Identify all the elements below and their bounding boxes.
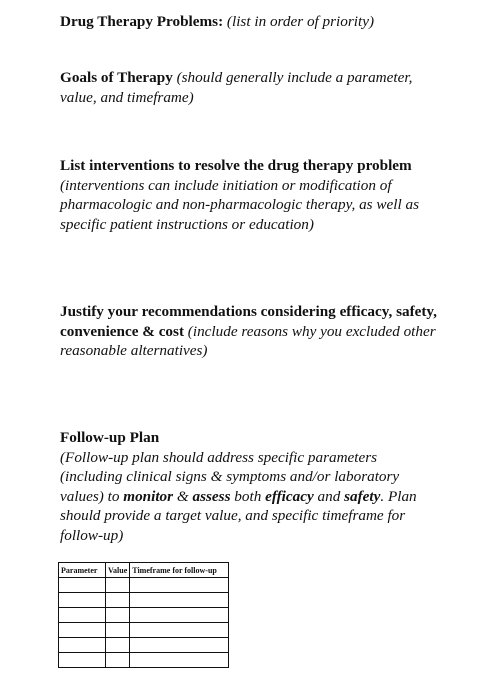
amp-text: & bbox=[173, 487, 193, 505]
goals-heading: Goals of Therapy bbox=[60, 69, 173, 86]
and-text: and bbox=[313, 487, 345, 505]
interventions-note: (interventions can include initiation or modification of pharmacologic and non-pharmacologic therapy, as well as specific patient instructions or education) bbox=[60, 176, 419, 233]
table-row bbox=[59, 608, 229, 623]
problems-heading: Drug Therapy Problems: bbox=[60, 13, 224, 30]
interventions-section bbox=[60, 156, 440, 234]
value-cell[interactable] bbox=[106, 608, 130, 623]
justify-note: (include reasons why you excluded other reasonable alternatives) bbox=[60, 322, 436, 359]
drug-therapy-problems-section bbox=[60, 12, 440, 32]
value-cell[interactable] bbox=[106, 638, 130, 653]
timeframe-cell[interactable] bbox=[130, 578, 229, 593]
safety-word: safety bbox=[344, 487, 381, 505]
timeframe-cell[interactable] bbox=[130, 608, 229, 623]
table-row bbox=[59, 623, 229, 638]
table-row bbox=[59, 638, 229, 653]
value-cell[interactable] bbox=[106, 653, 130, 668]
timeframe-cell[interactable] bbox=[130, 653, 229, 668]
timeframe-cell[interactable] bbox=[130, 638, 229, 653]
value-cell[interactable] bbox=[106, 578, 130, 593]
followup-instructions bbox=[60, 448, 440, 546]
parameter-cell[interactable] bbox=[59, 623, 106, 638]
timeframe-cell[interactable] bbox=[130, 623, 229, 638]
header-parameter: Parameter bbox=[59, 563, 106, 578]
table-row bbox=[59, 578, 229, 593]
parameter-cell[interactable] bbox=[59, 638, 106, 653]
both-text: both bbox=[230, 487, 266, 505]
justify-section bbox=[60, 302, 440, 361]
goals-of-therapy-section bbox=[60, 68, 440, 107]
followup-text-1: (Follow-up plan should address specific parameters (including clinical signs & symptoms and/or laboratory values) to bbox=[60, 448, 400, 505]
justify-heading: Justify your recommendations considering efficacy, safety, convenience & cost bbox=[60, 303, 437, 340]
interventions-heading: List interventions to resolve the drug therapy problem bbox=[60, 157, 412, 174]
followup-plan-section bbox=[60, 428, 440, 545]
followup-table-body bbox=[59, 578, 229, 668]
parameter-cell[interactable] bbox=[59, 593, 106, 608]
value-cell[interactable] bbox=[106, 593, 130, 608]
parameter-cell[interactable] bbox=[59, 608, 106, 623]
timeframe-cell[interactable] bbox=[130, 593, 229, 608]
assess-word: assess bbox=[192, 487, 231, 505]
value-cell[interactable] bbox=[106, 623, 130, 638]
problems-note: (list in order of priority) bbox=[226, 13, 375, 30]
parameter-cell[interactable] bbox=[59, 653, 106, 668]
table-row bbox=[59, 653, 229, 668]
parameter-cell[interactable] bbox=[59, 578, 106, 593]
efficacy-word: efficacy bbox=[265, 487, 314, 505]
header-value: Value bbox=[106, 563, 130, 578]
monitor-word: monitor bbox=[123, 487, 174, 505]
followup-text-2: . Plan should provide a target value, and specific timeframe for follow-up) bbox=[60, 487, 417, 544]
followup-table bbox=[58, 562, 229, 668]
followup-heading: Follow-up Plan bbox=[60, 429, 160, 446]
header-timeframe: Timeframe for follow-up bbox=[130, 563, 229, 578]
goals-note: (should generally include a parameter, value, and timeframe) bbox=[60, 69, 413, 106]
table-row bbox=[59, 593, 229, 608]
followup-table-header-row bbox=[59, 563, 229, 578]
